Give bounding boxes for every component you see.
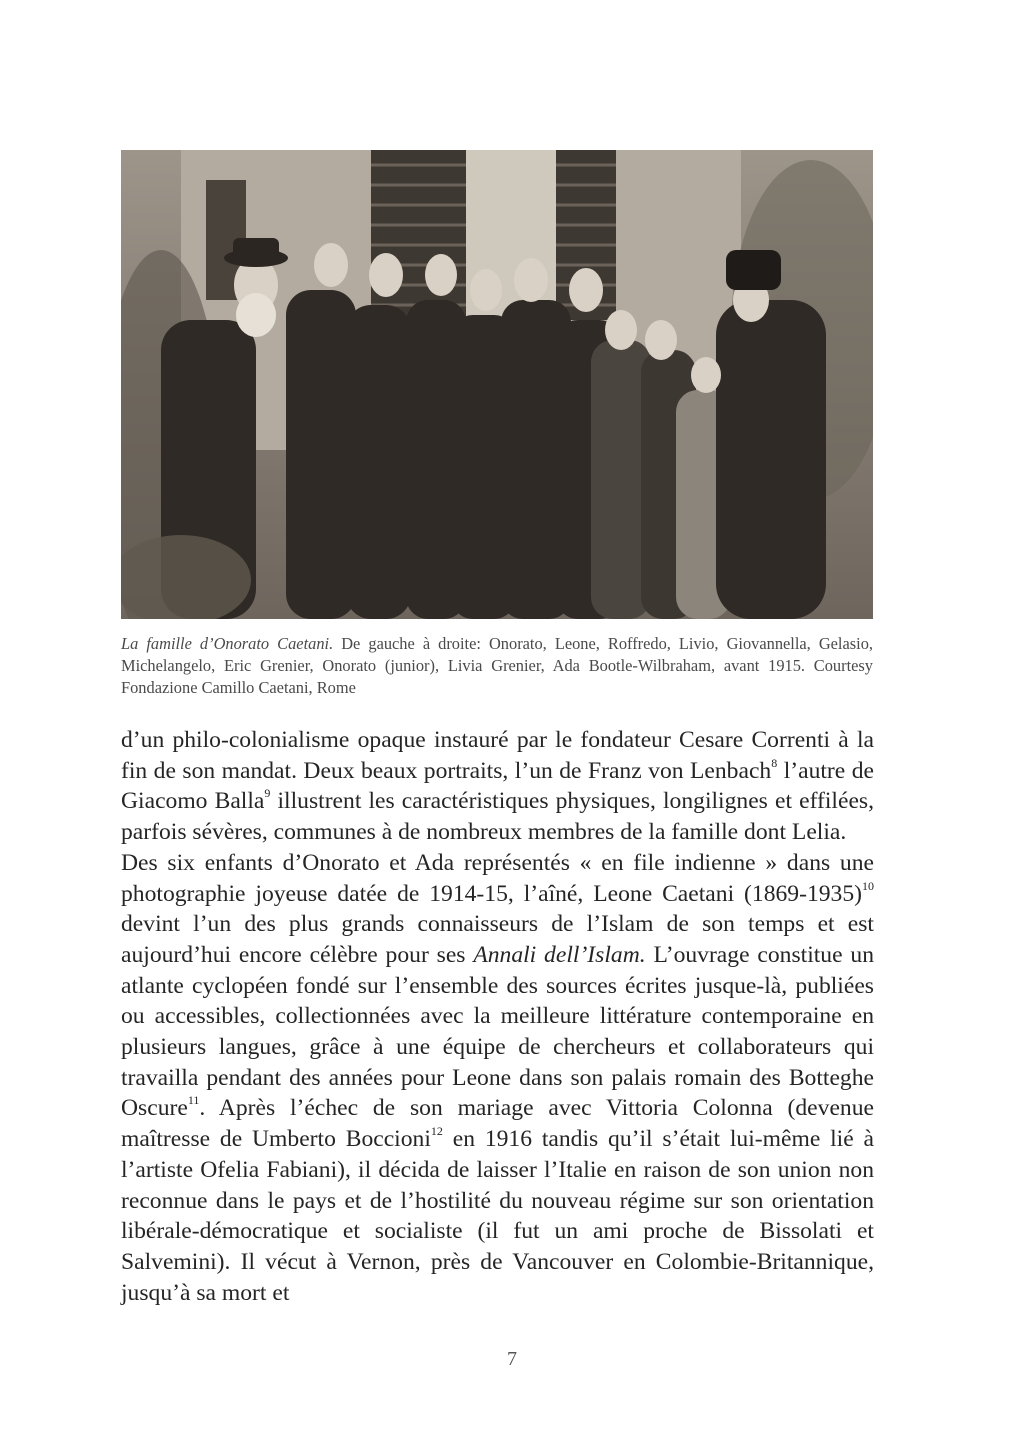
family-photograph xyxy=(121,150,873,619)
body-text xyxy=(121,725,874,1308)
text-segment: L’ouvrage constitue un atlante cyclopéen fondé sur l’ensemble des sources écrites jusque-là, publiées ou accessibles, collectionnées avec la meilleure littérature contemporaine en plusieurs langues, grâce à une équipe de chercheurs et collaborateurs qui travailla pendant des années pour Leone dans son palais romain des Botteghe Oscure xyxy=(121,941,874,1122)
page-number: 7 xyxy=(507,1348,517,1370)
caption-title: La famille d’Onorato Caetani. xyxy=(121,634,334,653)
footnote-ref: 11 xyxy=(187,1093,200,1108)
paragraph xyxy=(121,848,874,1309)
text-segment: illustrent les caractéristiques physiques, longilignes et effilées, parfois sévères, communes à de nombreux membres de la famille dont Lelia. xyxy=(121,788,874,846)
photo-caption xyxy=(121,633,873,699)
footnote-ref: 9 xyxy=(264,786,271,801)
footnote-ref: 10 xyxy=(862,878,874,893)
footnote-ref: 8 xyxy=(771,755,778,770)
paragraph xyxy=(121,725,874,848)
text-segment: devint l’un des plus grands connaisseurs de l’Islam de son temps et est aujourd’hui encore célèbre pour ses xyxy=(121,911,874,968)
footnote-ref: 12 xyxy=(430,1124,443,1139)
book-title: Annali dell’Islam. xyxy=(473,941,646,968)
text-segment: . Après l’échec de son mariage avec Vittoria Colonna (devenue maîtresse de Umberto Boccioni xyxy=(121,1095,874,1153)
text-segment: l’autre de Giacomo Balla xyxy=(121,757,874,815)
text-segment: d’un philo-colonialisme opaque instauré par le fondateur Cesare Correnti à la fin de son mandat. Deux beaux portraits, l’un de Franz von Lenbach xyxy=(121,727,874,784)
text-segment: en 1916 tandis qu’il s’était lui-même lié à l’artiste Ofelia Fabiani), il décida de laisser l’Italie en raison de son union non reconnue dans le pays et de l’hostilité du nouveau régime sur son orientation libérale-démocratique et socialiste (il fut un ami proche de Bissolati et Salvemini). Il vécut à Vernon, près de Vancouver en Colombie-Britannique, jusqu’à sa mort et xyxy=(121,1126,874,1306)
caption-text: De gauche à droite: Onorato, Leone, Roffredo, Livio, Giovannella, Gelasio, Michelangelo, Eric Grenier, Onorato (junior), Livia Grenier, Ada Bootle-Wilbraham, avant 1915. Courtesy Fondazione Camillo Caetani, Rome xyxy=(121,634,873,697)
text-segment: Des six enfants d’Onorato et Ada représentés « en file indienne » dans une photographie joyeuse datée de 1914-15, l’aîné, Leone Caetani (1869-1935) xyxy=(121,849,874,907)
